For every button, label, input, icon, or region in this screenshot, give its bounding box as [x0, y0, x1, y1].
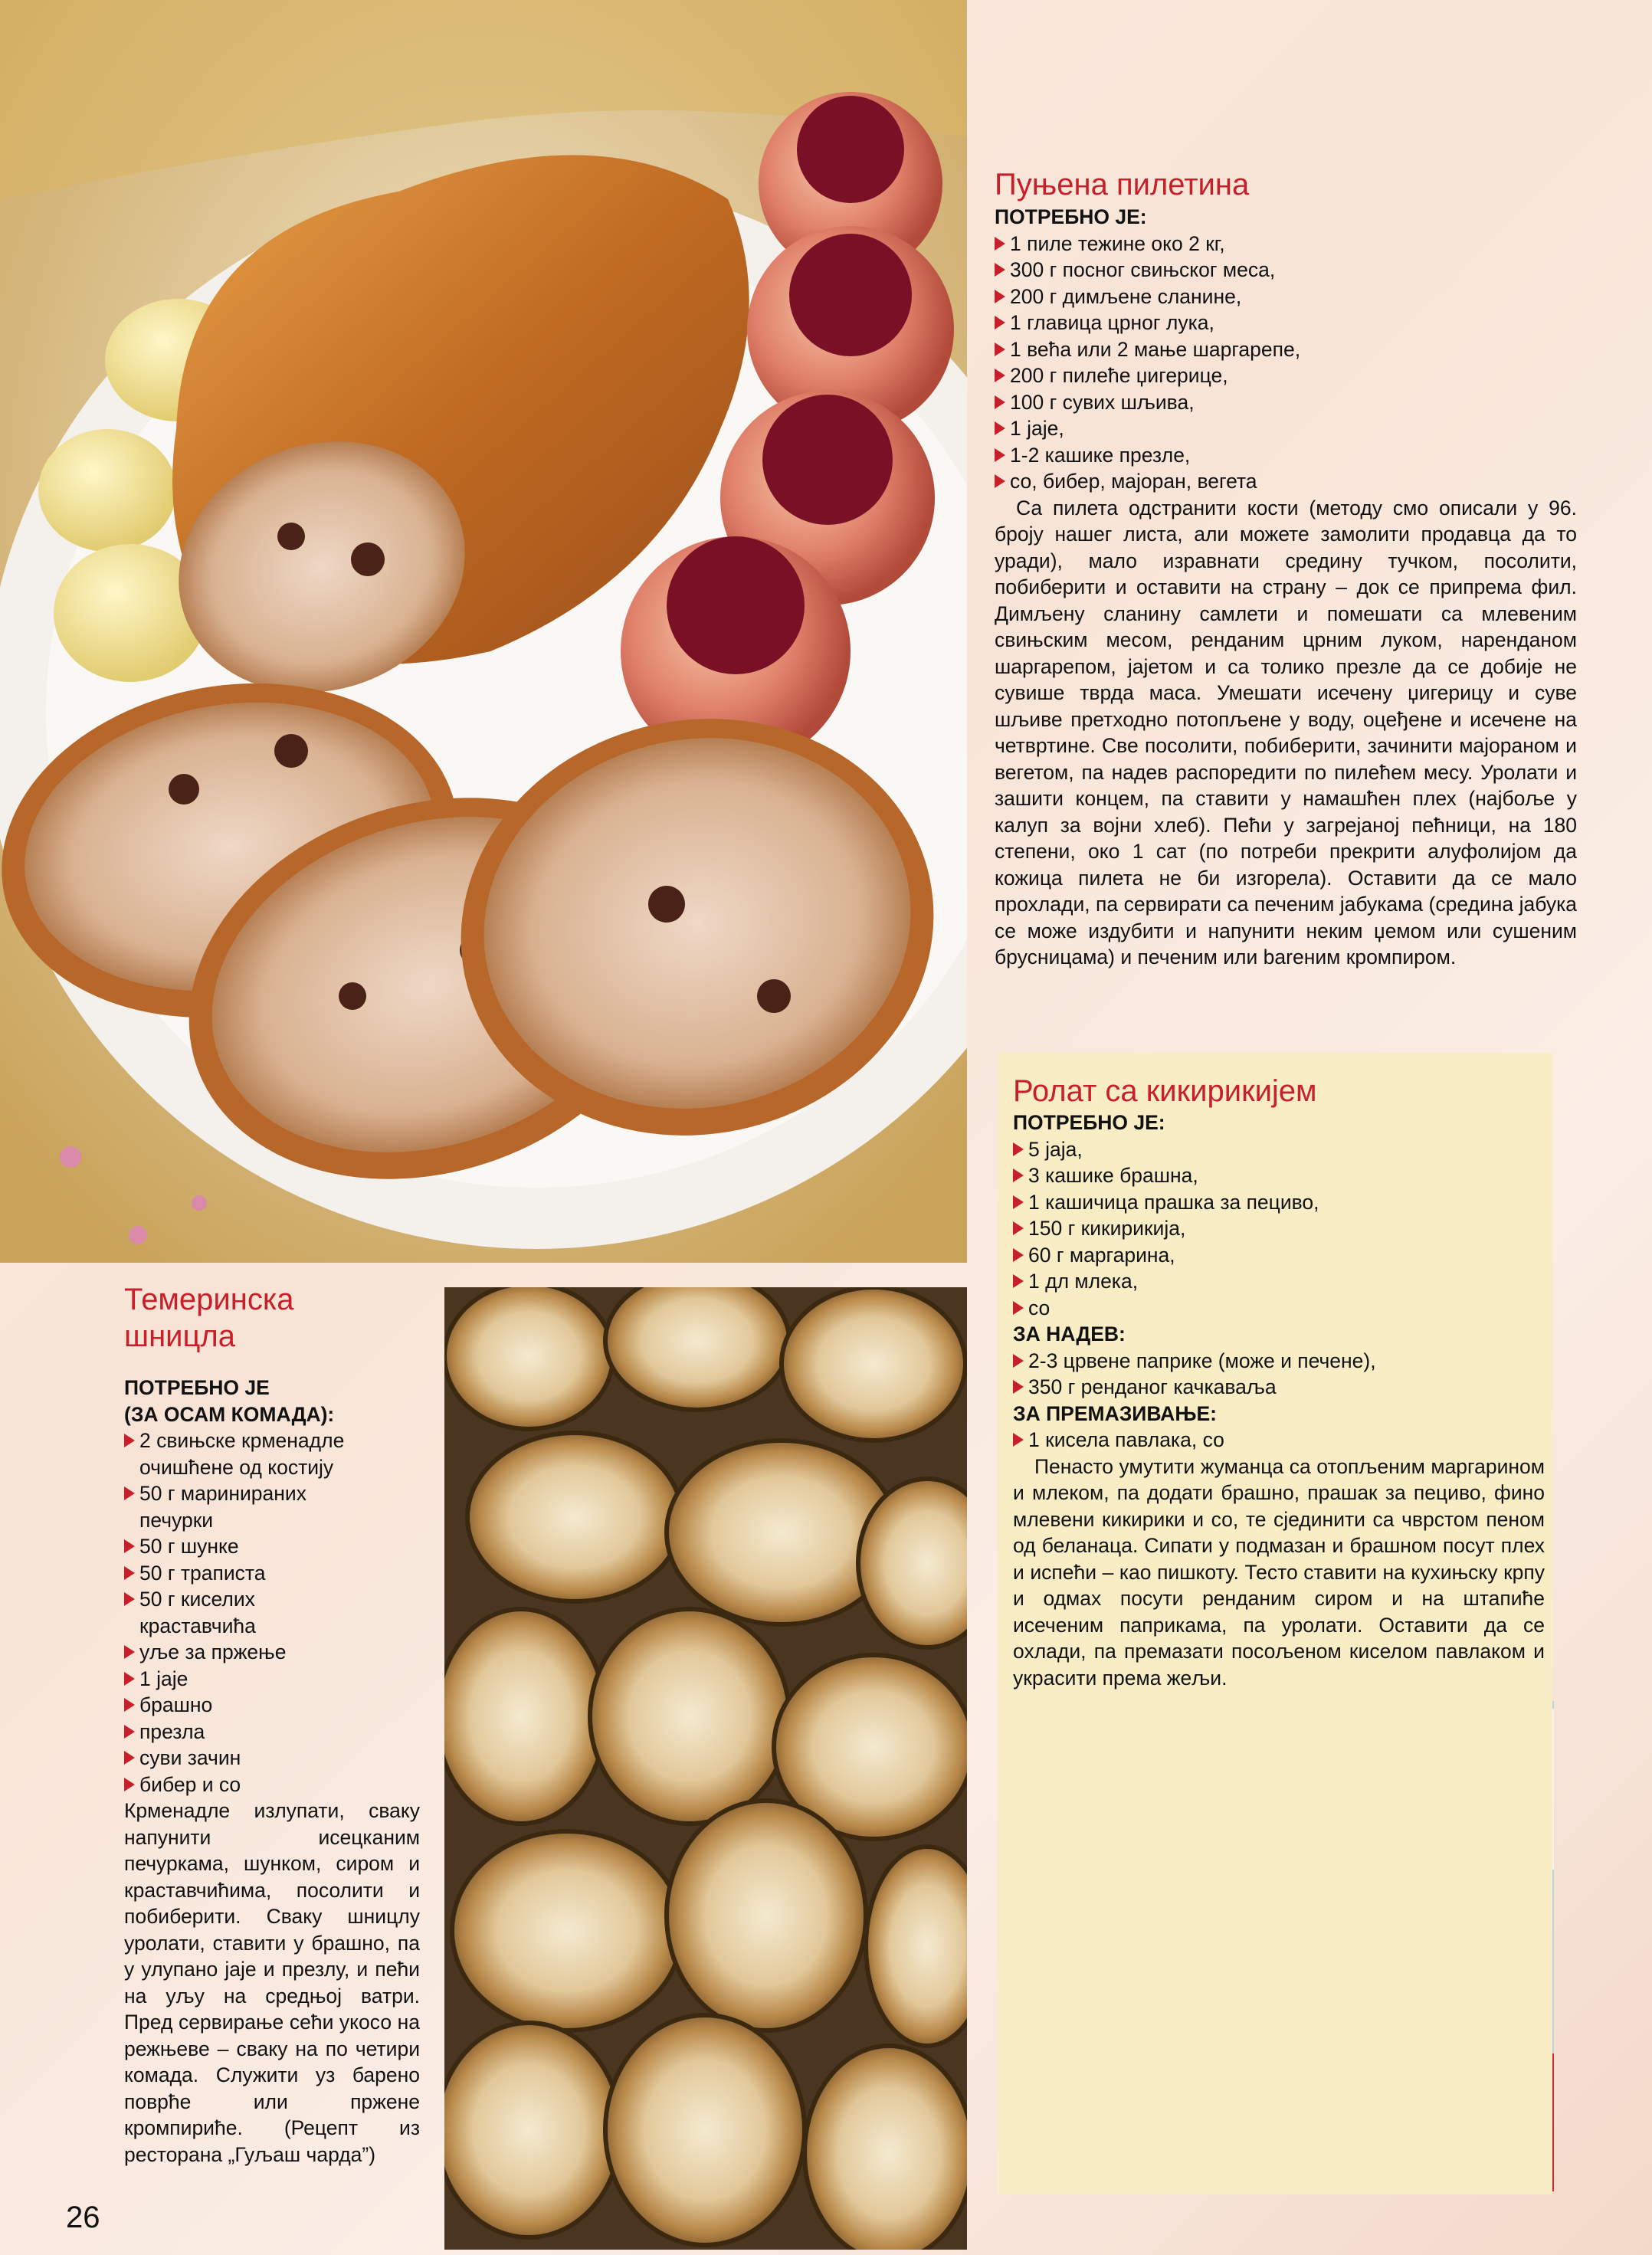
ingredient-item	[1013, 1189, 1545, 1216]
page-number: 26	[66, 2201, 100, 2234]
filling-label: ЗА НАДЕВ:	[1013, 1323, 1126, 1345]
bullet-triangle-icon	[1013, 1195, 1024, 1209]
ingredient-text: 1 кашичица прашка за пециво,	[1028, 1190, 1319, 1214]
ingredient-text: 50 г шунке	[139, 1535, 239, 1558]
bullet-triangle-icon	[1013, 1142, 1024, 1156]
ingredient-item	[1013, 1348, 1545, 1375]
ingredient-text: суви зачин	[139, 1746, 241, 1769]
ingredient-text: бибер и со	[139, 1772, 241, 1796]
recipe-temerin-schnitzel	[124, 1281, 420, 2168]
ingredient-item	[995, 257, 1577, 284]
method-text: Са пилета одстранити кости (методу смо описали у 96. броју нашег листа, али можете замолити продавца да то уради), мало изравнати средину тучком, посолити, побиберити и оставити на страну – док се припрема фил. Димљену сланину самлети и помешати са млевеним свињским месом, ренданим црним луком, нарендaном шаргарепом, јајетом и са толико презле да се добије не сувише тврда маса. Умешати исечену џигерицу и суве шљиве претходно потопљене у воду, оцеђене и исечене на четвртине. Све посолити, побиберити, зачинити мајораном и вегетом, па надев распоредити по пилећем месу. Уролати и зашити концем, па ставити у намашћен плех (најбоље у калуп за војни хлеб). Пећи у загрејаној пећници, на 180 степени, око 1 сат (по потреби прекрити алуфолијом да кожица пилета не би изгорела). Оставити да се мало прохлади, па сервирати са печеним јабукама (средина јабука се може издубити и напунити неким џемом или сушеним брусницама) и печеним или bareним кромпиром.	[995, 496, 1577, 969]
ingredient-text: 100 г сувих шљива,	[1010, 390, 1195, 414]
ingredient-text: 1 већа или 2 мање шаргарепе,	[1010, 337, 1301, 361]
ingredient-item	[995, 415, 1577, 442]
bullet-triangle-icon	[124, 1486, 135, 1500]
ingredient-text: печурки	[139, 1508, 214, 1532]
bullet-triangle-icon	[1013, 1354, 1024, 1368]
required-label-line1: ПОТРЕБНО ЈЕ	[124, 1376, 270, 1399]
recipe-title-line1: Темеринска	[124, 1283, 294, 1316]
ingredient-text: презла	[139, 1719, 205, 1743]
bullet-triangle-icon	[124, 1592, 135, 1606]
ingredient-text: со, бибер, мајоран, вегета	[1010, 470, 1257, 493]
recipe-peanut-roll	[1013, 1073, 1545, 1691]
bullet-triangle-icon	[1013, 1248, 1024, 1262]
recipe-title: Ролат са кикирикијем	[1013, 1074, 1317, 1108]
filling-list	[1013, 1348, 1545, 1401]
ingredient-item	[995, 442, 1577, 469]
ingredient-text: 2 свињске крменадле	[139, 1429, 345, 1452]
bullet-triangle-icon	[995, 343, 1005, 356]
ingredient-item	[1013, 1427, 1545, 1454]
ingredient-item	[995, 336, 1577, 363]
ingredient-text: 1 пиле тежине око 2 кг,	[1010, 231, 1225, 255]
recipe-title-line2: шницла	[124, 1319, 236, 1353]
ingredient-text: 50 г киселих	[139, 1588, 255, 1611]
recipe-title	[124, 1281, 420, 1355]
ingredient-item	[124, 1745, 420, 1772]
ingredient-text: 2-3 црвене паприке (може и печене),	[1028, 1349, 1376, 1372]
ingredient-text: брашно	[139, 1693, 213, 1716]
coating-label: ЗА ПРЕМАЗИВАЊЕ:	[1013, 1401, 1217, 1425]
ingredient-text: 5 јаја,	[1028, 1137, 1083, 1161]
bullet-triangle-icon	[1013, 1380, 1024, 1394]
ingredient-item	[124, 1480, 420, 1533]
bullet-triangle-icon	[995, 474, 1005, 488]
ingredient-item	[995, 231, 1577, 257]
method-text: Пенасто умутити жуманца са отопљеним маргарином и млеком, па додати брашно, прашак за пециво, фино млевени кикирики и со, те сјединити са чврстом пеном од беланаца. Сипати у подмазан и брашном посут плех и испећи – као пишкоту. Тесто ставити на кухињску крпу и одмах посути ренданим сиром и на штапиће исеченим паприкама, па уролати. Оставити да се охлади, па премазати посољеном киселом павлаком и украсити према жељи.	[1013, 1454, 1545, 1690]
bullet-triangle-icon	[995, 290, 1005, 303]
ingredient-item	[124, 1639, 420, 1666]
bullet-triangle-icon	[1013, 1301, 1024, 1315]
ingredient-item	[124, 1427, 420, 1480]
ingredient-text: 1 јаје	[139, 1667, 188, 1690]
ingredient-item	[995, 362, 1577, 389]
required-label-line2: (ЗА ОСАМ КОМАДА):	[124, 1402, 335, 1426]
bullet-triangle-icon	[124, 1645, 135, 1659]
ingredient-item	[1013, 1242, 1545, 1269]
ingredient-list	[124, 1427, 420, 1798]
ingredient-text: 200 г димљене сланине,	[1010, 284, 1242, 308]
ingredient-text: 50 г маринираних	[139, 1482, 306, 1505]
temerin-schnitzel-photo	[444, 1287, 967, 2250]
bullet-triangle-icon	[1013, 1221, 1024, 1235]
ingredient-text: 50 г траписта	[139, 1561, 266, 1585]
bullet-triangle-icon	[124, 1672, 135, 1686]
bullet-triangle-icon	[1013, 1433, 1024, 1447]
bullet-triangle-icon	[124, 1566, 135, 1580]
ingredient-text: 3 кашике брашна,	[1028, 1164, 1198, 1187]
ingredient-text: 1 јаје,	[1010, 417, 1064, 440]
required-label	[124, 1375, 420, 1427]
ingredient-item	[1013, 1295, 1545, 1322]
coating-list	[1013, 1427, 1545, 1454]
required-label: ПОТРЕБНО ЈЕ:	[1013, 1111, 1165, 1134]
bullet-triangle-icon	[995, 316, 1005, 329]
ingredient-text: 60 г маргарина,	[1028, 1243, 1175, 1267]
ingredient-text: 1 дл млека,	[1028, 1270, 1139, 1293]
ingredient-item	[124, 1586, 420, 1639]
ingredient-item	[1013, 1268, 1545, 1295]
ingredient-item	[995, 284, 1577, 310]
ingredient-text: уље за пржење	[139, 1640, 287, 1663]
ingredient-text: 200 г пилеће џигерице,	[1010, 364, 1228, 387]
ingredient-text: краставчића	[139, 1614, 256, 1637]
ingredient-text: 1 главица црног лука,	[1010, 311, 1214, 334]
ingredient-item	[1013, 1162, 1545, 1189]
ingredient-item	[124, 1772, 420, 1798]
ingredient-text: 300 г посног свињског меса,	[1010, 258, 1276, 281]
bullet-triangle-icon	[995, 448, 1005, 462]
bullet-triangle-icon	[995, 395, 1005, 409]
bullet-triangle-icon	[124, 1539, 135, 1553]
required-label: ПОТРЕБНО ЈЕ:	[995, 205, 1147, 228]
ingredient-item	[124, 1692, 420, 1719]
ingredient-text: 1 кисела павлака, со	[1028, 1428, 1224, 1451]
bullet-triangle-icon	[995, 263, 1005, 277]
ingredient-item	[1013, 1374, 1545, 1401]
method-text: Крменадле излупати, сваку напунити исецканим печуркама, шунком, сиром и краставчићима, посолити и побиберити. Сваку шницлу уролати, ставити у брашно, па у улупано јаје и презлу, и пећи на уљу на средњој ватри. Пред сервирање сећи укосо на режњеве – сваку на по четири комада. Служити уз барено поврће или пржене кромпириће. (Рецепт из ресторана „Гуљаш чарда”)	[124, 1799, 420, 2166]
ingredient-text: 1-2 кашике презле,	[1010, 443, 1191, 467]
ingredient-text: 150 г кикирикија,	[1028, 1217, 1186, 1240]
bullet-triangle-icon	[124, 1778, 135, 1791]
ingredient-list	[1013, 1136, 1545, 1322]
bullet-triangle-icon	[995, 369, 1005, 382]
ingredient-item	[995, 389, 1577, 416]
ingredient-item	[995, 468, 1577, 495]
bullet-triangle-icon	[124, 1751, 135, 1765]
ingredient-item	[124, 1666, 420, 1693]
ingredient-item	[1013, 1215, 1545, 1242]
recipe-stuffed-chicken	[995, 166, 1577, 971]
ingredient-item	[124, 1533, 420, 1560]
ingredient-item	[124, 1719, 420, 1745]
ingredient-list	[995, 231, 1577, 495]
bullet-triangle-icon	[1013, 1274, 1024, 1288]
ingredient-item	[124, 1560, 420, 1587]
bullet-triangle-icon	[124, 1434, 135, 1447]
ingredient-text: со	[1028, 1296, 1051, 1319]
stuffed-chicken-photo	[0, 0, 967, 1263]
bullet-triangle-icon	[1013, 1168, 1024, 1182]
ingredient-text: 350 г ренданог качкаваља	[1028, 1375, 1277, 1398]
ingredient-item	[995, 310, 1577, 336]
ingredient-item	[1013, 1136, 1545, 1163]
bullet-triangle-icon	[995, 237, 1005, 251]
bullet-triangle-icon	[995, 421, 1005, 435]
bullet-triangle-icon	[124, 1698, 135, 1712]
bullet-triangle-icon	[124, 1725, 135, 1739]
recipe-title: Пуњена пилетина	[995, 168, 1250, 202]
ingredient-text: очишћене од костију	[139, 1455, 334, 1479]
